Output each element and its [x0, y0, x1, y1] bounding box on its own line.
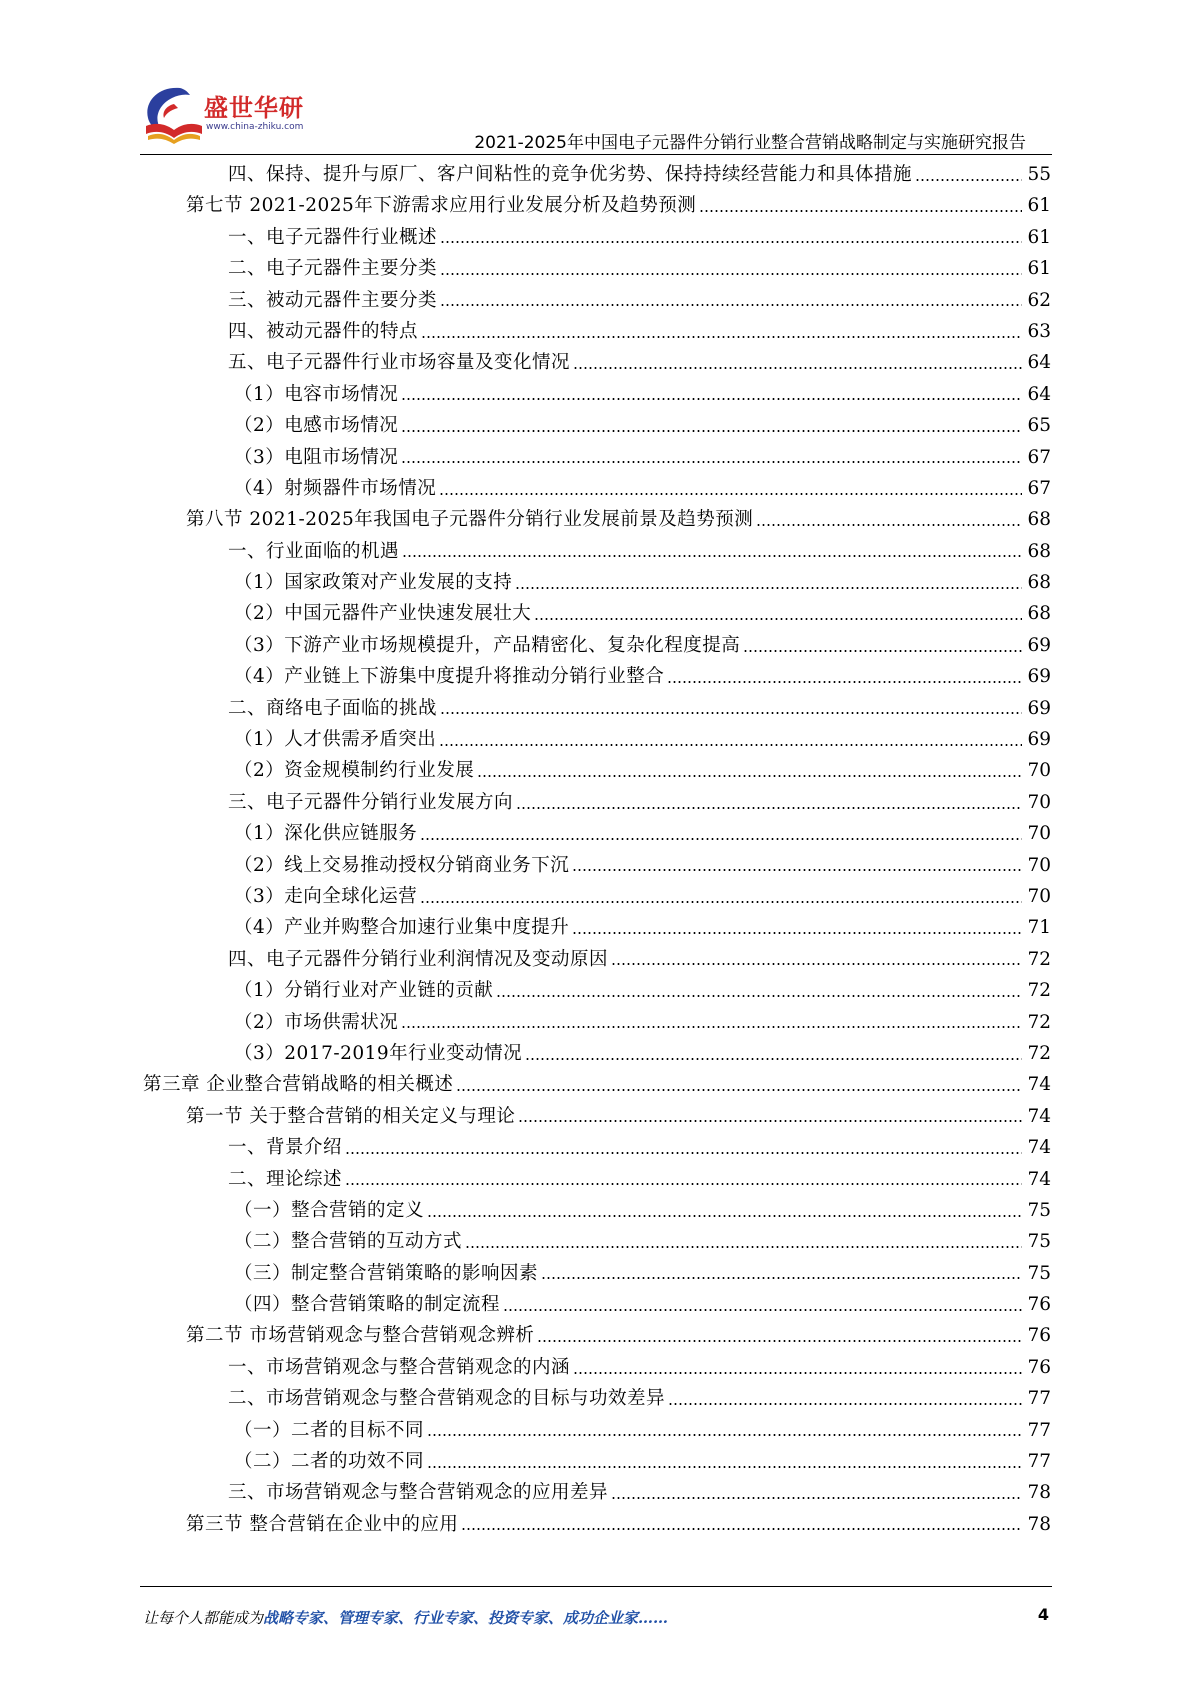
toc-leader-dots: [439, 491, 1022, 497]
toc-entry-page: 72: [1027, 980, 1051, 1002]
toc-entry-title: 三、电子元器件分销行业发展方向: [228, 791, 514, 813]
toc-leader-dots: [572, 930, 1022, 936]
toc-leader-dots: [699, 208, 1022, 214]
toc-leader-dots: [345, 1150, 1022, 1156]
toc-entry[interactable]: [0, 693, 1191, 724]
toc-entry-page: 78: [1027, 1482, 1051, 1504]
toc-entry-title: 四、电子元器件分销行业利润情况及变动原因: [228, 948, 609, 970]
toc-leader-dots: [440, 710, 1022, 716]
footer-slogan-prefix: 让每个人都能成为: [143, 1609, 264, 1627]
footer-slogan: [143, 1607, 668, 1628]
toc-entry[interactable]: [0, 567, 1191, 598]
toc-leader-dots: [534, 616, 1022, 622]
toc-leader-dots: [503, 1307, 1022, 1313]
toc-entry-page: 61: [1027, 258, 1051, 280]
toc-entry[interactable]: [0, 881, 1191, 912]
toc-entry[interactable]: [0, 1038, 1191, 1069]
toc-entry-title: （三）制定整合营销策略的影响因素: [234, 1262, 539, 1284]
page-header: [0, 0, 1191, 152]
toc-entry-page: 70: [1027, 854, 1051, 876]
toc-entry[interactable]: [0, 1415, 1191, 1446]
toc-leader-dots: [611, 961, 1022, 967]
toc-entry[interactable]: [0, 316, 1191, 347]
toc-leader-dots: [427, 1432, 1022, 1438]
toc-entry-title: （4）射频器件市场情况: [234, 477, 437, 499]
toc-leader-dots: [345, 1181, 1022, 1187]
toc-entry-title: （二）整合营销的互动方式: [234, 1231, 463, 1253]
toc-entry-page: 68: [1027, 603, 1051, 625]
toc-entry[interactable]: [0, 159, 1191, 190]
toc-entry-title: （3）电阻市场情况: [234, 446, 399, 468]
toc-entry[interactable]: [0, 818, 1191, 849]
toc-leader-dots: [420, 899, 1022, 905]
toc-leader-dots: [743, 648, 1022, 654]
toc-leader-dots: [573, 365, 1022, 371]
toc-entry-title: 三、被动元器件主要分类: [228, 289, 438, 311]
toc-entry[interactable]: [0, 1352, 1191, 1383]
toc-entry-page: 70: [1027, 885, 1051, 907]
toc-entry-title: 三、市场营销观念与整合营销观念的应用差异: [228, 1482, 609, 1504]
toc-entry-page: 68: [1027, 540, 1051, 562]
toc-entry[interactable]: [0, 1101, 1191, 1132]
toc-entry-title: 一、市场营销观念与整合营销观念的内涵: [228, 1356, 571, 1378]
toc-entry[interactable]: [0, 630, 1191, 661]
footer-divider: [140, 1586, 1052, 1587]
toc-entry-page: 69: [1027, 697, 1051, 719]
toc-entry-page: 61: [1027, 195, 1051, 217]
toc-entry-page: 76: [1027, 1325, 1051, 1347]
toc-entry-page: 67: [1027, 477, 1051, 499]
toc-leader-dots: [465, 1244, 1022, 1250]
toc-entry[interactable]: [0, 598, 1191, 629]
toc-entry-page: 78: [1027, 1513, 1051, 1535]
toc-entry-page: 74: [1027, 1074, 1051, 1096]
toc-entry-title: 第二节 市场营销观念与整合营销观念辨析: [186, 1325, 535, 1347]
toc-entry-title: （四）整合营销策略的制定流程: [234, 1294, 501, 1316]
toc-entry[interactable]: [0, 975, 1191, 1006]
toc-entry-title: 二、电子元器件主要分类: [228, 258, 438, 280]
logo-emblem-icon: [140, 82, 206, 146]
toc-entry-title: 四、保持、提升与原厂、客户间粘性的竞争优劣势、保持持续经营能力和具体措施: [228, 164, 913, 185]
toc-leader-dots: [440, 239, 1022, 245]
toc-entry-title: 一、行业面临的机遇: [228, 540, 400, 562]
toc-entry-title: （3）下游产业市场规模提升，产品精密化、复杂化程度提高: [234, 634, 741, 656]
toc-entry-page: 64: [1027, 383, 1051, 405]
toc-entry-title: （二）二者的功效不同: [234, 1451, 425, 1473]
toc-entry[interactable]: [0, 661, 1191, 692]
toc-entry-page: 76: [1027, 1294, 1051, 1316]
toc-entry-page: 75: [1027, 1262, 1051, 1284]
toc-entry[interactable]: [0, 1164, 1191, 1195]
toc-entry-page: 77: [1027, 1451, 1051, 1473]
toc-entry-page: 72: [1027, 1011, 1051, 1033]
toc-entry-title: 第三章 企业整合营销战略的相关概述: [143, 1074, 454, 1096]
toc-leader-dots: [525, 1056, 1022, 1062]
toc-leader-dots: [440, 302, 1022, 308]
toc-entry-page: 55: [1027, 164, 1051, 185]
toc-entry-title: 一、背景介绍: [228, 1137, 343, 1159]
toc-entry[interactable]: [0, 1446, 1191, 1477]
toc-entry-page: 71: [1027, 917, 1051, 939]
logo-url: www.china-zhiku.com: [206, 122, 304, 132]
toc-entry[interactable]: [0, 724, 1191, 755]
toc-entry-title: 第七节 2021-2025年下游需求应用行业发展分析及趋势预测: [186, 195, 697, 217]
toc-entry-page: 65: [1027, 415, 1051, 437]
toc-entry-page: 68: [1027, 509, 1051, 531]
toc-leader-dots: [515, 585, 1022, 591]
toc-entry-page: 63: [1027, 320, 1051, 342]
toc-entry[interactable]: [0, 1195, 1191, 1226]
toc-entry-page: 69: [1027, 634, 1051, 656]
toc-leader-dots: [421, 334, 1022, 340]
toc-entry-title: 第三节 整合营销在企业中的应用: [186, 1513, 459, 1535]
page-number: 4: [1037, 1605, 1049, 1624]
toc-entry-title: 二、理论综述: [228, 1168, 343, 1190]
header-divider: [140, 154, 1052, 155]
toc-entry-title: （4）产业链上下游集中度提升将推动分销行业整合: [234, 666, 665, 688]
toc-entry[interactable]: [0, 536, 1191, 567]
toc-entry-title: （3）走向全球化运营: [234, 885, 418, 907]
toc-leader-dots: [402, 553, 1022, 559]
toc-entry-page: 74: [1027, 1105, 1051, 1127]
toc-leader-dots: [456, 1087, 1022, 1093]
report-title: 2021-2025年中国电子元器件分销行业整合营销战略制定与实施研究报告: [474, 133, 1026, 153]
toc-entry[interactable]: [0, 190, 1191, 221]
toc-leader-dots: [461, 1526, 1022, 1532]
toc-entry-title: （2）资金规模制约行业发展: [234, 760, 475, 782]
toc-entry-title: 二、市场营销观念与整合营销观念的目标与功效差异: [228, 1388, 666, 1410]
footer-slogan-roles: 战略专家、管理专家、行业专家、投资专家、成功企业家……: [263, 1609, 669, 1627]
toc-entry-title: 五、电子元器件行业市场容量及变化情况: [228, 352, 571, 374]
toc-entry-page: 75: [1027, 1199, 1051, 1221]
toc-entry[interactable]: [0, 1069, 1191, 1100]
toc-entry-title: （一）整合营销的定义: [234, 1199, 425, 1221]
toc-entry[interactable]: [0, 1383, 1191, 1414]
toc-entry[interactable]: [0, 442, 1191, 473]
toc-entry[interactable]: [0, 379, 1191, 410]
toc-entry-page: 72: [1027, 1042, 1051, 1064]
toc-entry-title: （4）产业并购整合加速行业集中度提升: [234, 917, 570, 939]
toc-leader-dots: [611, 1495, 1022, 1501]
toc-entry-title: （3）2017-2019年行业变动情况: [234, 1042, 523, 1064]
toc-entry-page: 77: [1027, 1419, 1051, 1441]
toc-entry[interactable]: [0, 1320, 1191, 1351]
company-logo: [140, 82, 310, 148]
toc-entry[interactable]: [0, 850, 1191, 881]
toc-leader-dots: [668, 1401, 1022, 1407]
toc-entry-page: 70: [1027, 791, 1051, 813]
toc-entry[interactable]: [0, 787, 1191, 818]
toc-leader-dots: [516, 805, 1022, 811]
toc-entry-page: 67: [1027, 446, 1051, 468]
toc-entry[interactable]: [0, 1226, 1191, 1257]
toc-entry-title: （2）市场供需状况: [234, 1011, 399, 1033]
toc-entry-page: 70: [1027, 823, 1051, 845]
toc-entry-title: （2）电感市场情况: [234, 415, 399, 437]
toc-entry[interactable]: [0, 944, 1191, 975]
toc-entry-page: 69: [1027, 666, 1051, 688]
toc-entry-page: 69: [1027, 729, 1051, 751]
toc-leader-dots: [537, 1338, 1022, 1344]
toc-entry-page: 74: [1027, 1137, 1051, 1159]
toc-leader-dots: [541, 1275, 1022, 1281]
toc-entry-page: 75: [1027, 1231, 1051, 1253]
table-of-contents: [0, 159, 1191, 1540]
logo-name: 盛世华研: [204, 94, 304, 122]
toc-entry[interactable]: [0, 504, 1191, 535]
toc-entry-title: （2）线上交易推动授权分销商业务下沉: [234, 854, 570, 876]
toc-entry-page: 72: [1027, 948, 1051, 970]
toc-entry-page: 64: [1027, 352, 1051, 374]
toc-entry-title: （一）二者的目标不同: [234, 1419, 425, 1441]
toc-entry[interactable]: [0, 285, 1191, 316]
toc-leader-dots: [573, 1370, 1022, 1376]
toc-entry[interactable]: [0, 222, 1191, 253]
toc-entry-title: 二、商络电子面临的挑战: [228, 697, 438, 719]
toc-leader-dots: [915, 177, 1022, 183]
toc-leader-dots: [518, 1118, 1022, 1124]
toc-entry-page: 77: [1027, 1388, 1051, 1410]
toc-leader-dots: [420, 836, 1022, 842]
toc-leader-dots: [440, 271, 1022, 277]
toc-entry[interactable]: [0, 1477, 1191, 1508]
toc-entry-title: （2）中国元器件产业快速发展壮大: [234, 603, 532, 625]
toc-leader-dots: [401, 428, 1022, 434]
toc-entry[interactable]: [0, 1509, 1191, 1540]
toc-leader-dots: [401, 459, 1022, 465]
toc-leader-dots: [427, 1213, 1022, 1219]
toc-entry[interactable]: [0, 473, 1191, 504]
toc-entry-page: 62: [1027, 289, 1051, 311]
toc-entry[interactable]: [0, 410, 1191, 441]
toc-entry-title: 四、被动元器件的特点: [228, 320, 419, 342]
toc-leader-dots: [667, 679, 1022, 685]
toc-entry[interactable]: [0, 1132, 1191, 1163]
toc-leader-dots: [401, 1024, 1022, 1030]
toc-entry[interactable]: [0, 253, 1191, 284]
toc-entry[interactable]: [0, 347, 1191, 378]
toc-leader-dots: [572, 867, 1022, 873]
toc-leader-dots: [496, 993, 1022, 999]
toc-entry[interactable]: [0, 912, 1191, 943]
toc-leader-dots: [756, 522, 1022, 528]
toc-entry-title: （1）电容市场情况: [234, 383, 399, 405]
toc-leader-dots: [401, 396, 1022, 402]
toc-leader-dots: [439, 742, 1022, 748]
toc-entry-title: （1）人才供需矛盾突出: [234, 729, 437, 751]
toc-leader-dots: [427, 1464, 1022, 1470]
toc-entry[interactable]: [0, 1258, 1191, 1289]
toc-entry[interactable]: [0, 755, 1191, 786]
toc-entry-title: 第一节 关于整合营销的相关定义与理论: [186, 1105, 516, 1127]
toc-leader-dots: [477, 773, 1022, 779]
toc-entry-page: 76: [1027, 1356, 1051, 1378]
toc-entry-title: （1）分销行业对产业链的贡献: [234, 980, 494, 1002]
toc-entry[interactable]: [0, 1289, 1191, 1320]
toc-entry-title: 第八节 2021-2025年我国电子元器件分销行业发展前景及趋势预测: [186, 509, 754, 531]
toc-entry-page: 70: [1027, 760, 1051, 782]
toc-entry-page: 61: [1027, 226, 1051, 248]
toc-entry-title: 一、电子元器件行业概述: [228, 226, 438, 248]
toc-entry-title: （1）国家政策对产业发展的支持: [234, 572, 513, 594]
toc-entry-page: 68: [1027, 572, 1051, 594]
toc-entry-title: （1）深化供应链服务: [234, 823, 418, 845]
toc-entry-page: 74: [1027, 1168, 1051, 1190]
toc-entry[interactable]: [0, 1007, 1191, 1038]
